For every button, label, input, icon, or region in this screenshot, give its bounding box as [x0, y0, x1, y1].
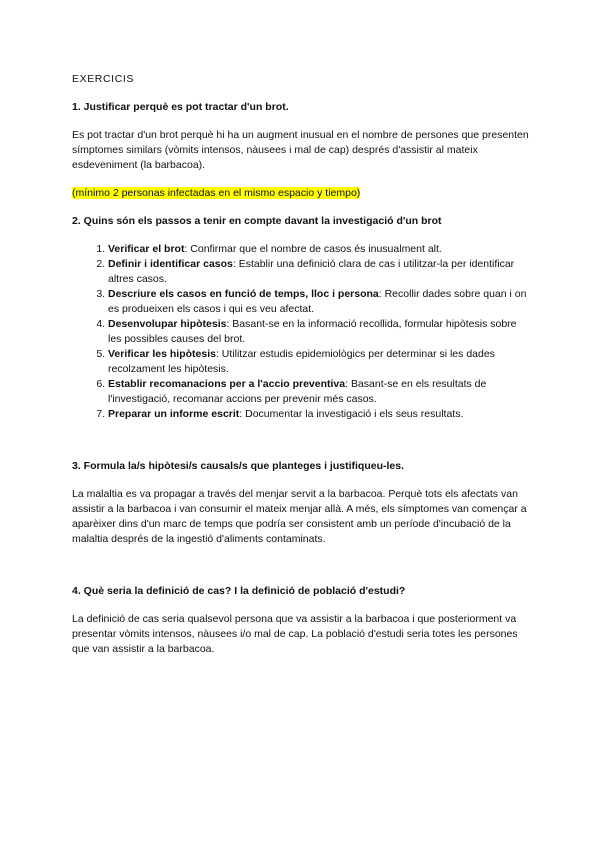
- outbreak-steps-list: [72, 242, 532, 422]
- document-title: EXERCICIS: [72, 73, 134, 85]
- step-label: Descriure els casos en funció de temps, lloc i persona: [108, 288, 379, 300]
- step-label: Verificar les hipòtesis: [108, 348, 216, 360]
- list-item: [108, 317, 532, 347]
- question-3-answer: La malaltia es va propagar a través del menjar servit a la barbacoa. Perquè tots els afectats van assistir a la barbacoa i van consumir el mateix menjar allà. A més, els símptomes van començar a aparèixer dins d'un marc de temps que podría ser consistent amb un període d'incubació de la malaltia després de la ingestió d'aliments contaminats.: [72, 488, 527, 545]
- step-text: : Recollir dades sobre quan i on es produeixen els casos i qui es veu afectat.: [108, 288, 527, 315]
- list-item: [108, 377, 532, 407]
- list-item: [108, 242, 532, 257]
- spacer: [72, 435, 532, 459]
- list-item: [108, 287, 532, 317]
- step-label: Establir recomanacions per a l'accio preventiva: [108, 378, 346, 390]
- question-1-answer: Es pot tractar d'un brot perquè hi ha un augment inusual en el nombre de persones que presenten símptomes similars (vòmits intensos, nàusees i mal de cap) després d'assistir al mateix esdeveniment (la barbacoa).: [72, 129, 529, 171]
- step-label: Preparar un informe escrit: [108, 408, 240, 420]
- question-3-heading: 3. Formula la/s hipòtesi/s causals/s que planteges i justifiqueu-les.: [72, 460, 405, 472]
- question-1-heading: 1. Justificar perquè es pot tractar d'un brot.: [72, 101, 289, 113]
- step-label: Verificar el brot: [108, 243, 185, 255]
- step-label: Desenvolupar hipòtesis: [108, 318, 227, 330]
- document-content: [72, 72, 532, 670]
- spacer: [72, 560, 532, 584]
- step-text: : Basant-se en la informació recollida, formular hipòtesis sobre les possibles causes del brot.: [108, 318, 517, 345]
- list-item: [108, 257, 532, 287]
- step-label: Definir i identificar casos: [108, 258, 233, 270]
- list-item: [108, 407, 532, 422]
- step-text: : Establir una definició clara de cas i utilitzar-la per identificar altres casos.: [108, 258, 515, 285]
- question-4-heading: 4. Què seria la definició de cas? I la definició de població d'estudi?: [72, 585, 406, 597]
- step-text: : Confirmar que el nombre de casos és inusualment alt.: [184, 243, 442, 255]
- list-item: [108, 347, 532, 377]
- question-4-answer: La definició de cas seria qualsevol persona que va assistir a la barbacoa i que posteriorment va presentar vòmits intensos, nàusees i/o mal de cap. La població d'estudi seria totes les persones que van assistir a la barbacoa.: [72, 613, 518, 655]
- step-text: : Basant-se en els resultats de l'investigació, recomanar accions per prevenir més casos.: [108, 378, 487, 405]
- question-1-highlighted-note: (mínimo 2 personas infectadas en el mismo espacio y tiempo): [72, 187, 361, 199]
- step-text: : Utilitzar estudis epidemiològics per determinar si les dades recolzament les hipòtesis.: [108, 348, 495, 375]
- step-text: : Documentar la investigació i els seus resultats.: [239, 408, 464, 420]
- question-2-heading: 2. Quins són els passos a tenir en compte davant la investigació d'un brot: [72, 215, 442, 227]
